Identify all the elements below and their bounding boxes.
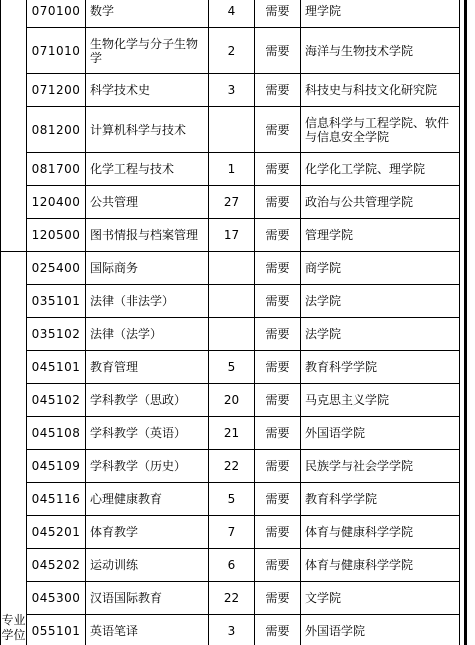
school-name: 体育与健康科学学院 bbox=[301, 549, 460, 582]
table-row bbox=[1, 219, 460, 252]
school-name: 法学院 bbox=[301, 285, 460, 318]
major-code: 120400 bbox=[27, 186, 86, 219]
school-name: 管理学院 bbox=[301, 219, 460, 252]
requirement: 需要 bbox=[255, 74, 301, 107]
table-row bbox=[1, 516, 460, 549]
major-code: 081700 bbox=[27, 153, 86, 186]
enrollment-count bbox=[209, 252, 255, 285]
requirement: 需要 bbox=[255, 384, 301, 417]
major-name: 法律（法学） bbox=[86, 318, 209, 351]
major-name: 教育管理 bbox=[86, 351, 209, 384]
table-row bbox=[1, 0, 460, 28]
requirement: 需要 bbox=[255, 516, 301, 549]
requirement: 需要 bbox=[255, 28, 301, 74]
enrollment-count: 3 bbox=[209, 615, 255, 645]
school-name: 海洋与生物技术学院 bbox=[301, 28, 460, 74]
school-name: 法学院 bbox=[301, 318, 460, 351]
requirement: 需要 bbox=[255, 615, 301, 645]
professional-degree-category bbox=[1, 252, 27, 645]
enrollment-count: 7 bbox=[209, 516, 255, 549]
major-name: 计算机科学与技术 bbox=[86, 107, 209, 153]
enrollment-count bbox=[209, 318, 255, 351]
major-name: 法律（非法学） bbox=[86, 285, 209, 318]
school-name: 外国语学院 bbox=[301, 615, 460, 645]
school-name: 教育科学学院 bbox=[301, 483, 460, 516]
requirement: 需要 bbox=[255, 549, 301, 582]
major-name: 化学工程与技术 bbox=[86, 153, 209, 186]
enrollment-count bbox=[209, 285, 255, 318]
table-row bbox=[1, 318, 460, 351]
table-row bbox=[1, 153, 460, 186]
major-code: 045102 bbox=[27, 384, 86, 417]
major-code: 071200 bbox=[27, 74, 86, 107]
requirement: 需要 bbox=[255, 417, 301, 450]
enrollment-count: 6 bbox=[209, 549, 255, 582]
school-name: 外国语学院 bbox=[301, 417, 460, 450]
table-row bbox=[1, 615, 460, 645]
table-row bbox=[1, 450, 460, 483]
table-row bbox=[1, 417, 460, 450]
major-name: 学科教学（历史） bbox=[86, 450, 209, 483]
table-row bbox=[1, 483, 460, 516]
major-code: 045116 bbox=[27, 483, 86, 516]
requirement: 需要 bbox=[255, 483, 301, 516]
table-row bbox=[1, 252, 460, 285]
school-name: 民族学与社会学学院 bbox=[301, 450, 460, 483]
major-name: 图书情报与档案管理 bbox=[86, 219, 209, 252]
school-name: 理学院 bbox=[301, 0, 460, 28]
enrollment-count: 17 bbox=[209, 219, 255, 252]
table-row bbox=[1, 351, 460, 384]
major-name: 数学 bbox=[86, 0, 209, 28]
school-name: 马克思主义学院 bbox=[301, 384, 460, 417]
major-code: 071010 bbox=[27, 28, 86, 74]
enrollment-count bbox=[209, 107, 255, 153]
major-code: 045101 bbox=[27, 351, 86, 384]
school-name: 信息科学与工程学院、软件与信息安全学院 bbox=[301, 107, 460, 153]
requirement: 需要 bbox=[255, 186, 301, 219]
major-name: 公共管理 bbox=[86, 186, 209, 219]
school-name: 教育科学学院 bbox=[301, 351, 460, 384]
major-name: 汉语国际教育 bbox=[86, 582, 209, 615]
major-code: 025400 bbox=[27, 252, 86, 285]
requirement: 需要 bbox=[255, 351, 301, 384]
school-name: 政治与公共管理学院 bbox=[301, 186, 460, 219]
enrollment-count: 2 bbox=[209, 28, 255, 74]
major-code: 045201 bbox=[27, 516, 86, 549]
category-label bbox=[1, 613, 26, 645]
major-code: 035101 bbox=[27, 285, 86, 318]
major-code: 045108 bbox=[27, 417, 86, 450]
requirement: 需要 bbox=[255, 285, 301, 318]
enrollment-count: 5 bbox=[209, 351, 255, 384]
table-row bbox=[1, 549, 460, 582]
school-name: 化学化工学院、理学院 bbox=[301, 153, 460, 186]
major-code: 035102 bbox=[27, 318, 86, 351]
table-row bbox=[1, 74, 460, 107]
major-name: 运动训练 bbox=[86, 549, 209, 582]
enrollment-count: 20 bbox=[209, 384, 255, 417]
major-code: 045202 bbox=[27, 549, 86, 582]
enrollment-count: 1 bbox=[209, 153, 255, 186]
enrollment-count: 21 bbox=[209, 417, 255, 450]
professional-degree-rows bbox=[1, 252, 460, 645]
table-row bbox=[1, 107, 460, 153]
academic-category-cell bbox=[1, 0, 27, 252]
enrollment-count: 22 bbox=[209, 450, 255, 483]
requirement: 需要 bbox=[255, 153, 301, 186]
requirement: 需要 bbox=[255, 450, 301, 483]
major-code: 045300 bbox=[27, 582, 86, 615]
table-row bbox=[1, 28, 460, 74]
major-name: 体育教学 bbox=[86, 516, 209, 549]
enrollment-count: 4 bbox=[209, 0, 255, 28]
academic-degree-rows bbox=[1, 0, 460, 252]
major-name: 学科教学（思政） bbox=[86, 384, 209, 417]
school-name: 文学院 bbox=[301, 582, 460, 615]
major-code: 070100 bbox=[27, 0, 86, 28]
enrollment-count: 3 bbox=[209, 74, 255, 107]
major-name: 学科教学（英语） bbox=[86, 417, 209, 450]
table-row bbox=[1, 285, 460, 318]
major-name: 生物化学与分子生物学 bbox=[86, 28, 209, 74]
major-name: 心理健康教育 bbox=[86, 483, 209, 516]
major-name: 国际商务 bbox=[86, 252, 209, 285]
requirement: 需要 bbox=[255, 582, 301, 615]
major-name: 科学技术史 bbox=[86, 74, 209, 107]
requirement: 需要 bbox=[255, 252, 301, 285]
major-name: 英语笔译 bbox=[86, 615, 209, 645]
table-row bbox=[1, 582, 460, 615]
major-code: 055101 bbox=[27, 615, 86, 645]
major-code: 045109 bbox=[27, 450, 86, 483]
requirement: 需要 bbox=[255, 0, 301, 28]
requirement: 需要 bbox=[255, 219, 301, 252]
enrollment-count: 27 bbox=[209, 186, 255, 219]
school-name: 体育与健康科学学院 bbox=[301, 516, 460, 549]
major-code: 120500 bbox=[27, 219, 86, 252]
table-row bbox=[1, 384, 460, 417]
school-name: 科技史与科技文化研究院 bbox=[301, 74, 460, 107]
category-label-line2: 学位 bbox=[1, 628, 26, 642]
right-edge-border bbox=[464, 0, 467, 645]
requirement: 需要 bbox=[255, 107, 301, 153]
enrollment-count: 22 bbox=[209, 582, 255, 615]
major-code: 081200 bbox=[27, 107, 86, 153]
requirement: 需要 bbox=[255, 318, 301, 351]
category-label-line1: 专业 bbox=[1, 613, 26, 627]
school-name: 商学院 bbox=[301, 252, 460, 285]
enrollment-count: 5 bbox=[209, 483, 255, 516]
table-row bbox=[1, 186, 460, 219]
